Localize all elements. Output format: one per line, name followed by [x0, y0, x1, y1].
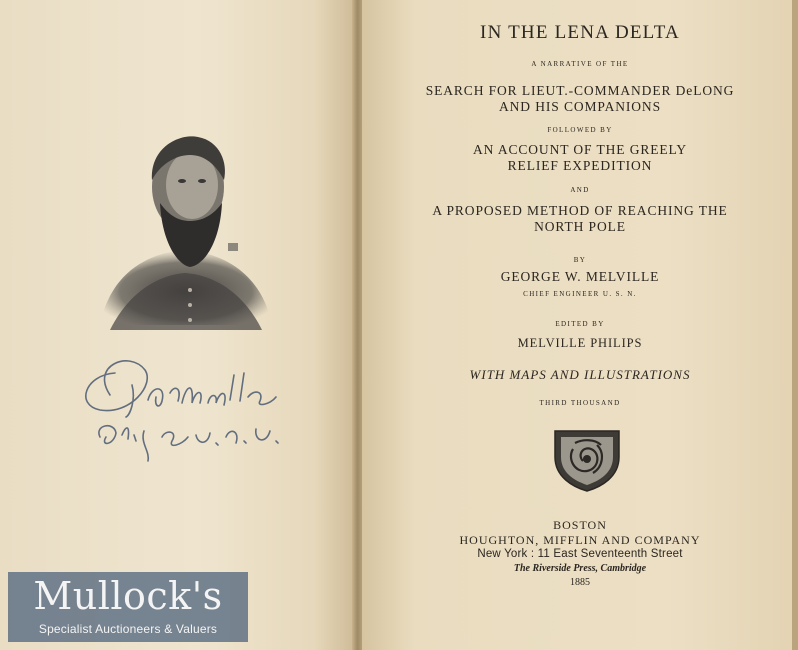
subtitle-connector: A NARRATIVE OF THE — [531, 60, 629, 68]
editor-name: MELVILLE PHILIPS — [517, 336, 643, 350]
auctioneer-watermark — [8, 572, 248, 642]
portrait-engraving — [90, 125, 280, 340]
publication-place: BOSTON — [553, 518, 607, 532]
subtitle-connector: FOLLOWED BY — [547, 126, 613, 134]
author-name: GEORGE W. MELVILLE — [500, 269, 660, 284]
publisher-address: New York : 11 East Seventeenth Street — [477, 548, 683, 560]
subtitle-line: A PROPOSED METHOD OF REACHING THE — [432, 203, 728, 218]
publisher-name: HOUGHTON, MIFFLIN AND COMPANY — [459, 533, 701, 547]
book-title: IN THE LENA DELTA — [480, 22, 680, 43]
editor-connector: EDITED BY — [555, 320, 605, 328]
watermark-name: Mullock's — [33, 574, 223, 618]
subtitle-line: AND HIS COMPANIONS — [499, 99, 661, 114]
publication-year: 1885 — [570, 577, 590, 588]
illustrations-note: WITH MAPS AND ILLUSTRATIONS — [469, 367, 691, 382]
publisher-device-emblem — [553, 427, 621, 493]
press-name: The Riverside Press, Cambridge — [513, 563, 647, 574]
subtitle-line: NORTH POLE — [534, 219, 626, 234]
edition-note: THIRD THOUSAND — [539, 399, 621, 407]
watermark-tagline: Specialist Auctioneers & Valuers — [38, 622, 218, 636]
subtitle-line: SEARCH FOR LIEUT.-COMMANDER DeLONG — [425, 83, 735, 98]
byline-connector: BY — [573, 256, 587, 264]
subtitle-line: AN ACCOUNT OF THE GREELY — [472, 142, 687, 157]
subtitle-connector: AND — [570, 186, 590, 194]
subtitle-line: RELIEF EXPEDITION — [507, 158, 653, 173]
signature-melville — [70, 345, 310, 475]
author-title: CHIEF ENGINEER U. S. N. — [523, 290, 637, 298]
